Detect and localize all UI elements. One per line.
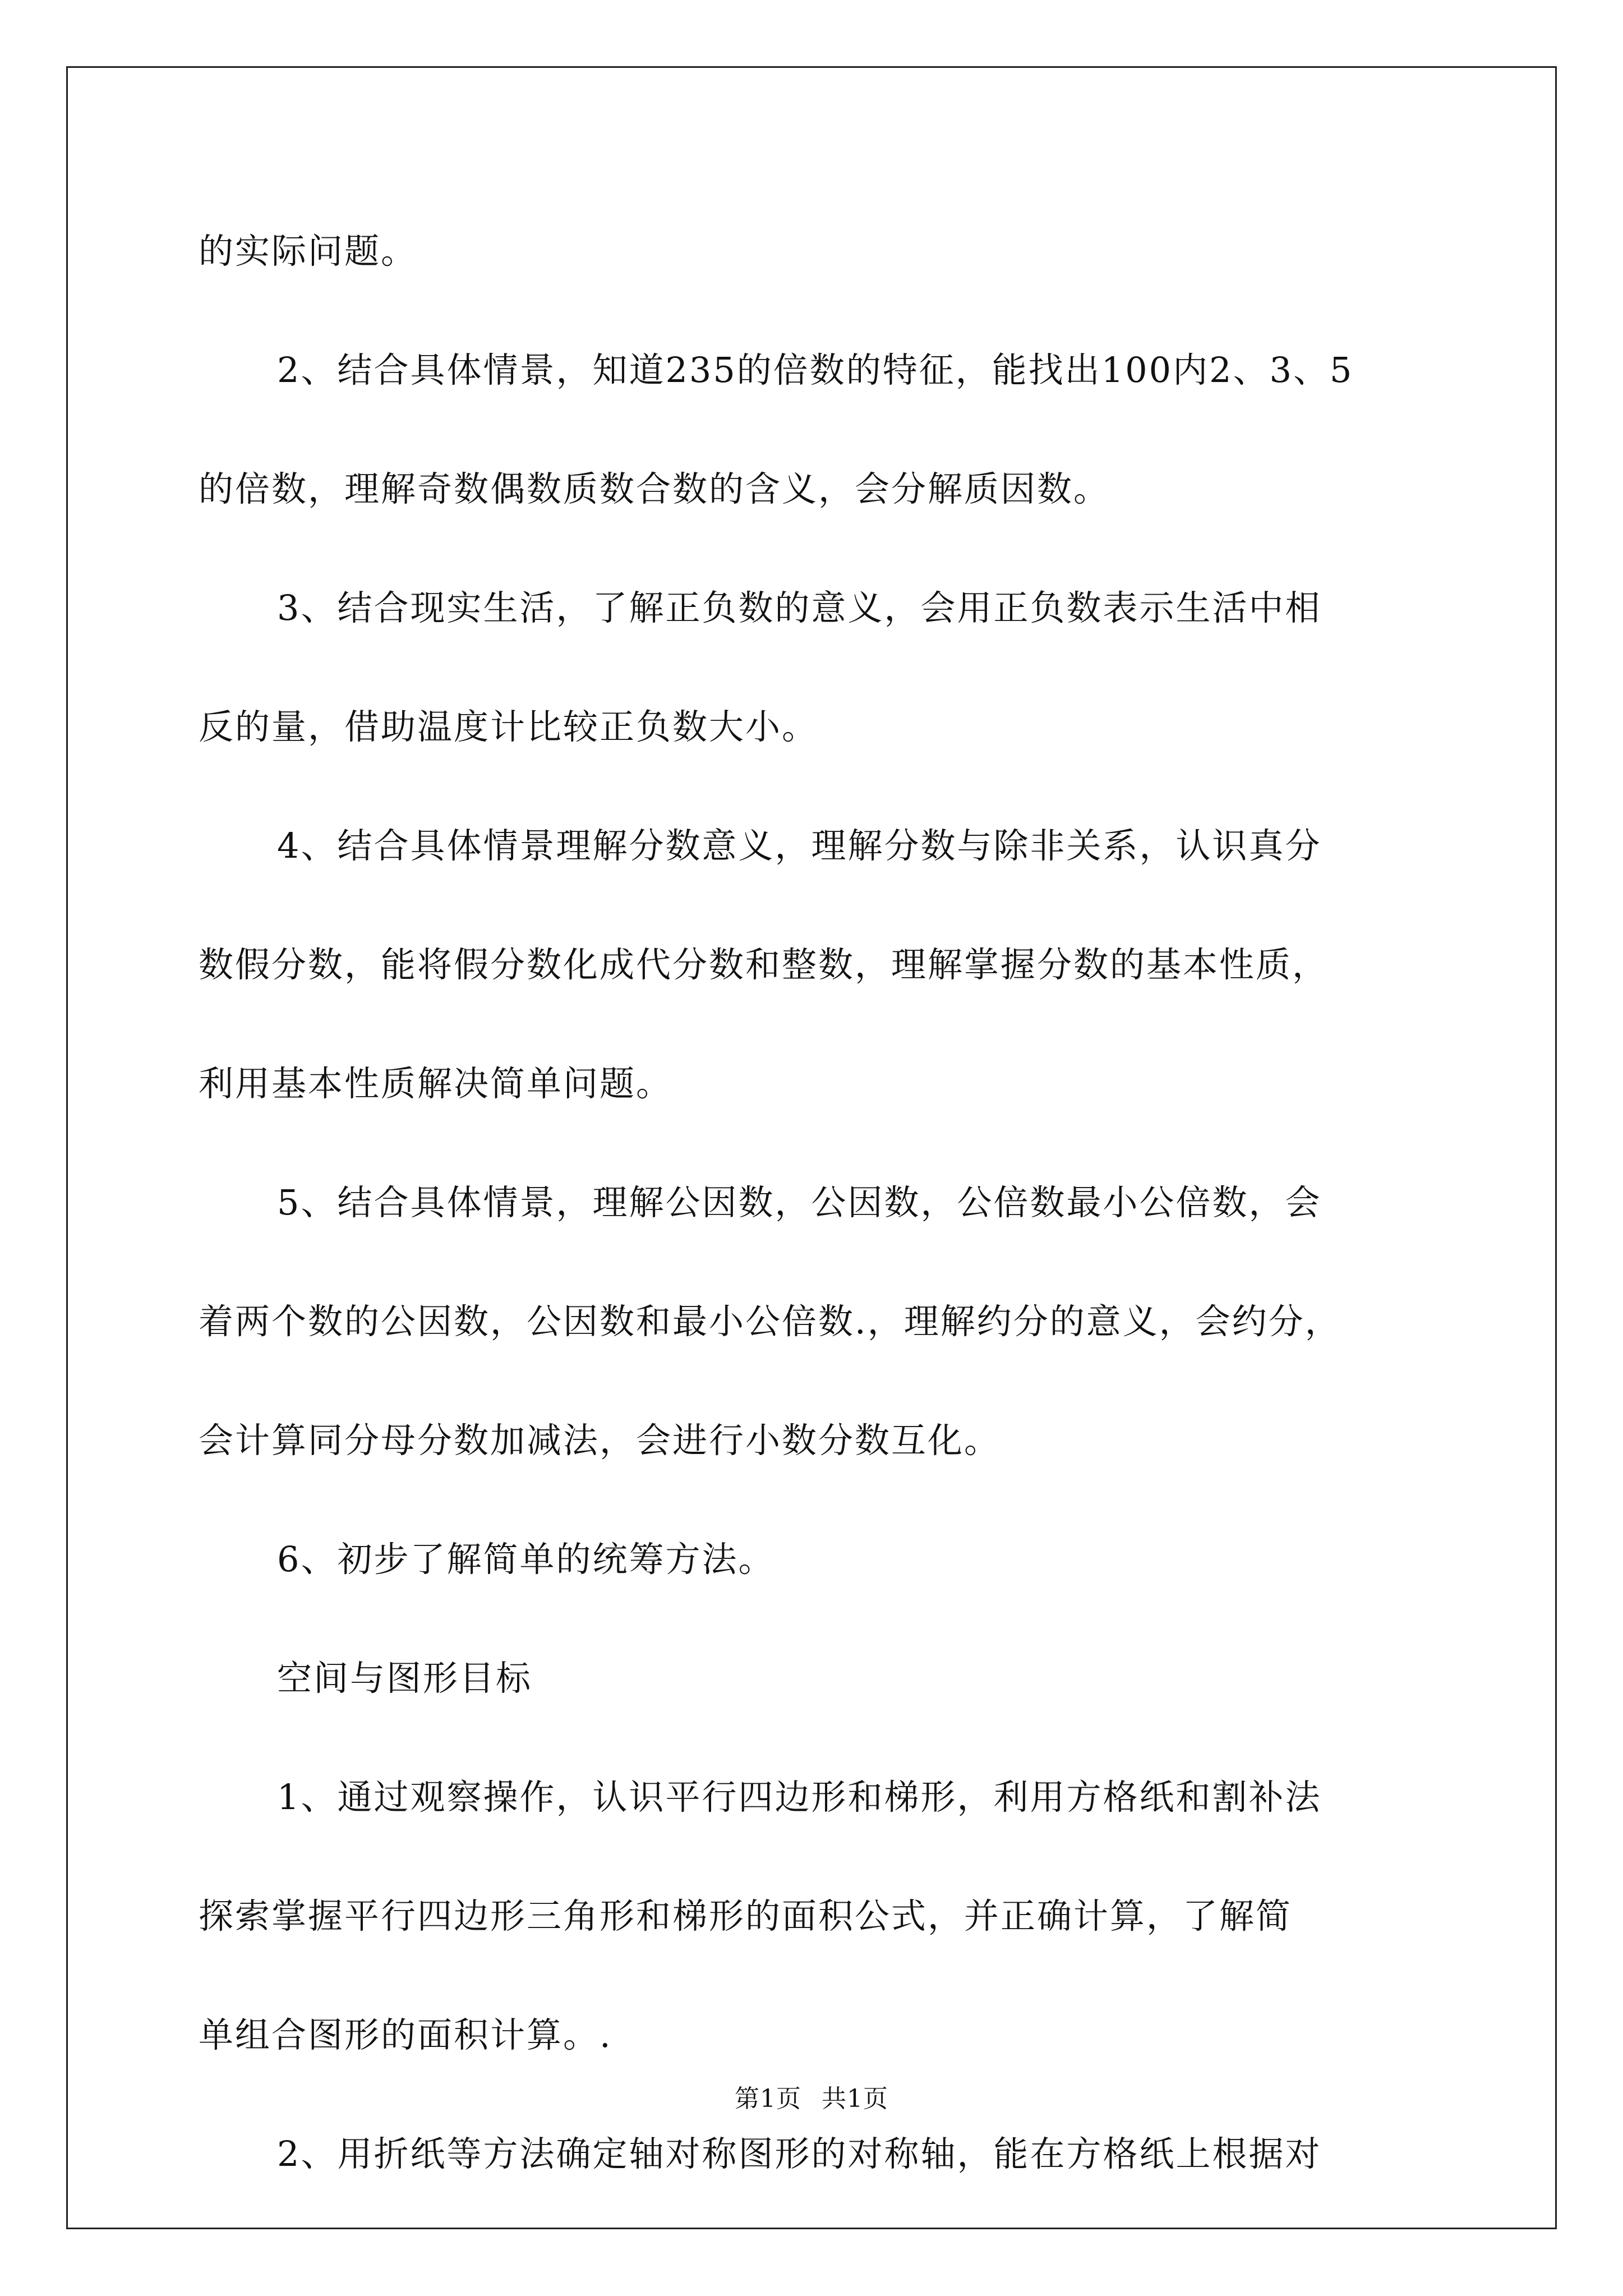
page-footer bbox=[0, 2082, 1623, 2116]
text-line: 数假分数，能将假分数化成代分数和整数，理解掌握分数的基本性质， bbox=[199, 944, 1329, 985]
text-line: 利用基本性质解决简单问题。 bbox=[199, 1063, 673, 1104]
document-body bbox=[199, 206, 1494, 2228]
text-line: 1、通过观察操作，认识平行四边形和梯形，利用方格纸和割补法 bbox=[277, 1777, 1322, 1818]
text-line: 6、初步了解简单的统筹方法。 bbox=[277, 1539, 775, 1580]
text-line: 4、结合具体情景理解分数意义，理解分数与除非关系，认识真分 bbox=[277, 825, 1322, 866]
page-total: 共1页 bbox=[822, 2085, 888, 2113]
section-heading: 空间与图形目标 bbox=[277, 1658, 533, 1699]
page-number: 第1页 bbox=[735, 2085, 801, 2113]
text-line: 着两个数的公因数，公因数和最小公倍数.，理解约分的意义，会约分， bbox=[199, 1301, 1341, 1342]
text-line: 3、结合现实生活，了解正负数的意义，会用正负数表示生活中相 bbox=[277, 587, 1322, 628]
text-line: 单组合图形的面积计算。. bbox=[199, 2014, 612, 2055]
text-line: 2、结合具体情景，知道235的倍数的特征，能找出100内2、3、5 bbox=[277, 349, 1354, 390]
text-line: 探索掌握平行四边形三角形和梯形的面积公式，并正确计算，了解简 bbox=[199, 1895, 1293, 1936]
text-line: 会计算同分母分数加减法，会进行小数分数互化。 bbox=[199, 1420, 1001, 1461]
text-line: 2、用折纸等方法确定轴对称图形的对称轴，能在方格纸上根据对 bbox=[277, 2133, 1322, 2174]
text-line: 反的量，借助温度计比较正负数大小。 bbox=[199, 706, 819, 747]
text-line: 的倍数，理解奇数偶数质数合数的含义，会分解质因数。 bbox=[199, 468, 1110, 509]
text-line: 的实际问题。 bbox=[199, 231, 418, 272]
text-line: 5、结合具体情景，理解公因数，公因数，公倍数最小公倍数，会 bbox=[277, 1182, 1322, 1223]
